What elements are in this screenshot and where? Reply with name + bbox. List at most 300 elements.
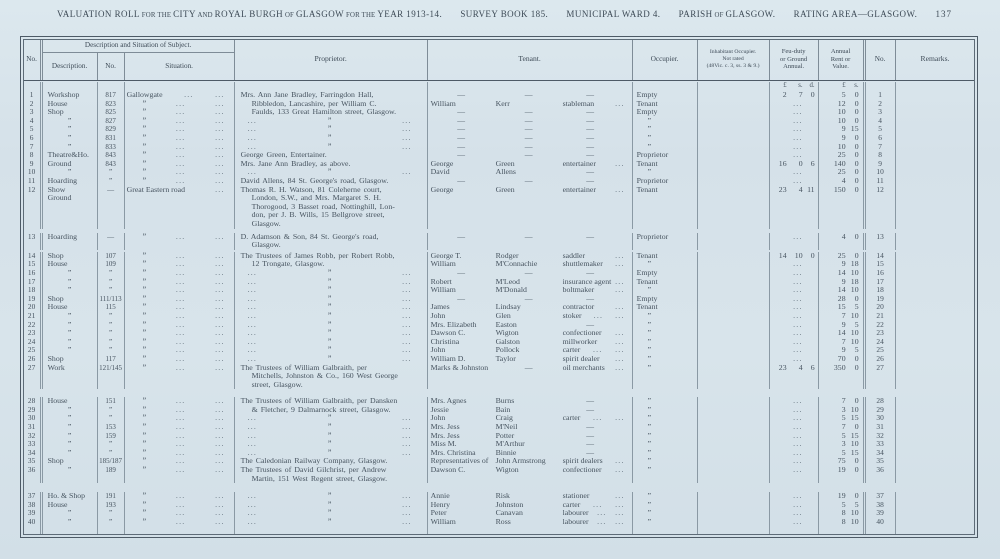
cell-remarks: [896, 466, 975, 475]
table-row: [24, 117, 975, 126]
cell-entry-no: [24, 82, 43, 92]
cell-tenant: [428, 527, 633, 535]
tenant-forename: John: [430, 413, 446, 423]
cell-description: Ground: [43, 160, 98, 169]
cell-remarks: [896, 252, 975, 261]
cell-proprietor: Mrs. Jane Ann Bradley, as above.: [235, 160, 428, 169]
cell-situation: ” ... ...: [125, 457, 235, 466]
cell-feu-duty: ...: [770, 509, 819, 518]
cell-proprietor: ... ” ...: [235, 355, 428, 364]
col-entry-no-right: No.: [866, 40, 896, 80]
cell-tenant: [428, 220, 633, 229]
cell-description: [43, 220, 98, 229]
tenant-surname: Allens: [495, 167, 516, 177]
tenant-forename: William: [430, 259, 456, 269]
cell-remarks: [896, 151, 975, 160]
cell-description: ”: [43, 286, 98, 295]
tenant-surname: M'Neil: [495, 422, 518, 432]
cell-remarks: [896, 501, 975, 510]
tenant-occupation: confectioner ...: [562, 465, 625, 475]
cell-entry-no-right: 20: [866, 303, 896, 312]
cell-entry-no-right: 22: [866, 321, 896, 330]
cell-inhabitant-occupier: [698, 278, 770, 287]
tenant-surname: Green: [495, 158, 515, 168]
cell-remarks: [896, 492, 975, 501]
table-row: [24, 466, 975, 475]
cell-description: Ground: [43, 194, 98, 203]
cell-street-no: ”: [98, 338, 125, 347]
cell-description: ”: [43, 423, 98, 432]
cell-street-no: 833: [98, 143, 125, 152]
cell-remarks: [896, 355, 975, 364]
cell-remarks: [896, 440, 975, 449]
cell-proprietor: [235, 527, 428, 535]
cell-entry-no: 25: [24, 346, 43, 355]
cell-entry-no: [24, 194, 43, 203]
cell-feu-duty: ...: [770, 466, 819, 475]
table-row: [24, 355, 975, 364]
tenant-occupation: labourer ... ...: [562, 517, 625, 526]
cell-entry-no-right: 11: [866, 177, 896, 186]
tenant-occupation: —: [586, 133, 594, 143]
cell-occupier: Proprietor: [633, 233, 698, 242]
cell-entry-no: 4: [24, 117, 43, 126]
tenant-occupation: [563, 211, 632, 220]
cell-proprietor: ... ” ...: [235, 295, 428, 304]
cell-entry-no: 30: [24, 414, 43, 423]
cell-annual-rent: 19 0: [819, 466, 866, 475]
tenant-occupation: —: [586, 267, 594, 277]
col-proprietor: Proprietor.: [235, 40, 428, 80]
cell-occupier: ”: [633, 449, 698, 458]
cell-inhabitant-occupier: [698, 466, 770, 475]
tenant-forename: Henry: [430, 499, 451, 509]
cell-inhabitant-occupier: [698, 364, 770, 373]
cell-occupier: ”: [633, 492, 698, 501]
cell-feu-duty: ...: [770, 303, 819, 312]
cell-inhabitant-occupier: [698, 134, 770, 143]
cell-annual-rent: 5 15: [819, 449, 866, 458]
cell-entry-no-right: [866, 372, 896, 381]
cell-feu-duty: ...: [770, 321, 819, 330]
tenant-surname: —: [524, 133, 533, 143]
cell-remarks: [896, 220, 975, 229]
cell-annual-rent: 7 0: [819, 423, 866, 432]
cell-street-no: [98, 241, 125, 250]
cell-feu-duty: [770, 527, 819, 535]
tenant-surname: M'Connachie: [495, 259, 538, 269]
cell-remarks: [896, 312, 975, 321]
tenant-occupation: [563, 194, 632, 203]
table-row: [24, 100, 975, 109]
tenant-surname: —: [524, 150, 533, 160]
cell-entry-no: 22: [24, 321, 43, 330]
cell-situation: ” ... ...: [125, 252, 235, 261]
cell-tenant: [428, 233, 633, 242]
cell-tenant: [428, 397, 633, 406]
cell-entry-no: [24, 203, 43, 212]
tenant-surname: [495, 372, 563, 381]
cell-inhabitant-occupier: [698, 303, 770, 312]
cell-annual-rent: 15 5: [819, 303, 866, 312]
cell-street-no: 153: [98, 423, 125, 432]
cell-annual-rent: 75 0: [819, 457, 866, 466]
cell-description: ”: [43, 312, 98, 321]
cell-entry-no-right: 1: [866, 91, 896, 100]
cell-entry-no: 20: [24, 303, 43, 312]
cell-description: Shop: [43, 252, 98, 261]
cell-remarks: [896, 211, 975, 220]
cell-description: [43, 372, 98, 381]
cell-feu-duty: ...: [770, 286, 819, 295]
tenant-forename: George: [430, 158, 454, 168]
cell-tenant: [428, 295, 633, 304]
municipal-ward-label: MUNICIPAL WARD 4.: [566, 9, 661, 19]
cell-occupier: ”: [633, 286, 698, 295]
cell-entry-no: 1: [24, 91, 43, 100]
cell-situation: [125, 203, 235, 212]
cell-street-no: 189: [98, 466, 125, 475]
cell-feu-duty: [770, 211, 819, 220]
cell-description: [43, 381, 98, 390]
tenant-forename: Christina: [430, 336, 460, 346]
cell-street-no: ”: [98, 518, 125, 527]
cell-entry-no-right: 28: [866, 397, 896, 406]
cell-annual-rent: [819, 475, 866, 484]
cell-situation: ” ... ...: [125, 260, 235, 269]
tenant-occupation: —: [586, 107, 594, 117]
cell-situation: [125, 211, 235, 220]
cell-entry-no-right: [866, 381, 896, 390]
cell-occupier: [633, 527, 698, 535]
cell-entry-no-right: 29: [866, 406, 896, 415]
tenant-occupation: [563, 372, 632, 381]
cell-street-no: ”: [98, 440, 125, 449]
cell-remarks: [896, 278, 975, 287]
tenant-occupation: carter ... ...: [562, 413, 625, 423]
tenant-surname: —: [524, 293, 533, 303]
cell-situation: [125, 475, 235, 484]
cell-proprietor: Glasgow.: [235, 241, 428, 250]
tenant-occupation: —: [586, 150, 594, 160]
tenant-forename: Dawson C.: [430, 328, 466, 338]
cell-proprietor: ... ” ...: [235, 269, 428, 278]
cell-inhabitant-occupier: [698, 509, 770, 518]
cell-annual-rent: 5 0: [819, 91, 866, 100]
tenant-surname: —: [524, 362, 533, 372]
cell-occupier: Empty: [633, 269, 698, 278]
cell-feu-duty: [770, 220, 819, 229]
tenant-occupation: —: [586, 90, 594, 100]
cell-street-no: ”: [98, 269, 125, 278]
tenant-forename: George: [430, 184, 454, 194]
cell-proprietor: ... ” ...: [235, 518, 428, 527]
table-row: [24, 108, 975, 117]
cell-street-no: ”: [98, 509, 125, 518]
cell-entry-no-right: 23: [866, 329, 896, 338]
cell-annual-rent: [819, 527, 866, 535]
cell-inhabitant-occupier: [698, 186, 770, 195]
cell-annual-rent: 3 10: [819, 406, 866, 415]
col-tenant: Tenant.: [428, 40, 633, 80]
tenant-occupation: millworker ...: [562, 336, 625, 346]
cell-inhabitant-occupier: [698, 108, 770, 117]
cell-entry-no-right: 15: [866, 260, 896, 269]
cell-situation: [125, 241, 235, 250]
cell-description: [43, 241, 98, 250]
tenant-forename: [428, 220, 495, 229]
cell-feu-duty: ...: [770, 406, 819, 415]
table-header: [24, 40, 975, 81]
cell-description: ”: [43, 432, 98, 441]
cell-annual-rent: 140 0: [819, 160, 866, 169]
cell-proprietor: Thomas R. H. Watson, 81 Coleherne court,: [235, 186, 428, 195]
cell-feu-duty: ...: [770, 423, 819, 432]
col-group-description-situation: [43, 40, 235, 80]
cell-feu-duty: [770, 194, 819, 203]
tenant-forename: Mrs. Elizabeth: [430, 319, 477, 329]
cell-entry-no: 31: [24, 423, 43, 432]
tenant-occupation: confectioner ...: [562, 328, 625, 338]
cell-situation: ” ... ...: [125, 509, 235, 518]
cell-occupier: Empty: [633, 108, 698, 117]
table-frame: [20, 36, 978, 538]
cell-situation: ” ... ...: [125, 117, 235, 126]
cell-annual-rent: 8 10: [819, 518, 866, 527]
cell-entry-no-right: 4: [866, 117, 896, 126]
cell-entry-no: 19: [24, 295, 43, 304]
cell-remarks: [896, 134, 975, 143]
tenant-forename: Representatives of: [430, 456, 489, 466]
cell-entry-no: 24: [24, 338, 43, 347]
tenant-occupation: —: [586, 396, 594, 406]
cell-proprietor: Faulds, 133 Great Hamilton street, Glasgow.: [235, 108, 428, 117]
cell-street-no: —: [98, 233, 125, 242]
cell-description: ”: [43, 329, 98, 338]
cell-entry-no-right: [866, 475, 896, 484]
cell-street-no: 843: [98, 151, 125, 160]
cell-tenant: [428, 381, 633, 390]
col-annual-rent: Annual Rent or Value.: [819, 40, 866, 80]
cell-remarks: [896, 518, 975, 527]
cell-remarks: [896, 338, 975, 347]
cell-annual-rent: 14 10: [819, 286, 866, 295]
tenant-occupation: —: [586, 430, 594, 440]
cell-entry-no-right: 21: [866, 312, 896, 321]
cell-occupier: ”: [633, 260, 698, 269]
cell-inhabitant-occupier: [698, 151, 770, 160]
cell-inhabitant-occupier: [698, 269, 770, 278]
cell-situation: ” ... ...: [125, 440, 235, 449]
cell-feu-duty: ...: [770, 312, 819, 321]
cell-feu-duty: ...: [770, 501, 819, 510]
tenant-surname: —: [524, 107, 533, 117]
cell-entry-no: 11: [24, 177, 43, 186]
cell-remarks: [896, 125, 975, 134]
cell-entry-no: 23: [24, 329, 43, 338]
cell-proprietor: The Trustees of William Galbraith, per Dansken: [235, 397, 428, 406]
table-row: [24, 134, 975, 143]
cell-entry-no-right: 17: [866, 278, 896, 287]
cell-occupier: ”: [633, 501, 698, 510]
cell-street-no: [98, 82, 125, 92]
tenant-forename: John: [430, 310, 446, 320]
cell-occupier: Tenant: [633, 252, 698, 261]
cell-entry-no: 39: [24, 509, 43, 518]
cell-entry-no-right: 27: [866, 364, 896, 373]
cell-proprietor: ... ” ...: [235, 312, 428, 321]
cell-remarks: [896, 177, 975, 186]
cell-feu-duty: [770, 381, 819, 390]
cell-entry-no-right: 38: [866, 501, 896, 510]
cell-entry-no-right: 5: [866, 125, 896, 134]
cell-annual-rent: 150 0: [819, 186, 866, 195]
tenant-surname: Canavan: [495, 508, 523, 518]
tenant-occupation: oil merchants ...: [562, 362, 625, 372]
tenant-surname: Kerr: [495, 98, 510, 108]
cell-street-no: ”: [98, 321, 125, 330]
cell-proprietor: ... ” ...: [235, 346, 428, 355]
tenant-occupation: labourer ... ...: [562, 508, 625, 518]
cell-occupier: Tenant: [633, 186, 698, 195]
cell-proprietor: & Fletcher, 9 Dalmarnock street, Glasgow.: [235, 406, 428, 415]
cell-feu-duty: 14 10 0: [770, 252, 819, 261]
col-remarks: Remarks.: [920, 54, 950, 64]
tenant-surname: [495, 241, 563, 250]
cell-street-no: 831: [98, 134, 125, 143]
cell-proprietor: ... ” ...: [235, 501, 428, 510]
cell-description: ”: [43, 168, 98, 177]
cell-proprietor: 12 Trongate, Glasgow.: [235, 260, 428, 269]
table-row: [24, 168, 975, 177]
cell-feu-duty: ...: [770, 125, 819, 134]
cell-situation: ” ... ...: [125, 269, 235, 278]
tenant-forename: Robert: [430, 276, 452, 286]
cell-inhabitant-occupier: [698, 252, 770, 261]
cell-annual-rent: [819, 220, 866, 229]
cell-street-no: 151: [98, 397, 125, 406]
cell-entry-no: 12: [24, 186, 43, 195]
cell-entry-no-right: 26: [866, 355, 896, 364]
cell-entry-no: [24, 475, 43, 484]
cell-proprietor: ... ” ...: [235, 143, 428, 152]
tenant-surname: [495, 203, 563, 212]
parish-label: PARISH OF GLASGOW.: [678, 9, 776, 19]
cell-entry-no: 17: [24, 278, 43, 287]
cell-situation: ” ... ...: [125, 303, 235, 312]
cell-proprietor: Ribbledon, Lancashire, per William C.: [235, 100, 428, 109]
cell-tenant: [428, 91, 633, 100]
cell-street-no: ”: [98, 414, 125, 423]
cell-entry-no: 8: [24, 151, 43, 160]
cell-annual-rent: 28 0: [819, 295, 866, 304]
cell-entry-no-right: 25: [866, 346, 896, 355]
cell-remarks: [896, 160, 975, 169]
cell-street-no: ”: [98, 168, 125, 177]
table-row: [24, 527, 975, 535]
tenant-surname: [495, 527, 563, 535]
cell-occupier: [633, 475, 698, 484]
tenant-forename: William: [430, 98, 456, 108]
cell-annual-rent: 25 0: [819, 252, 866, 261]
cell-occupier: ”: [633, 346, 698, 355]
cell-occupier: ”: [633, 329, 698, 338]
cell-description: Hoarding: [43, 233, 98, 242]
cell-feu-duty: ...: [770, 355, 819, 364]
tenant-forename: David: [430, 167, 450, 177]
cell-annual-rent: 9 5: [819, 346, 866, 355]
cell-proprietor: The Caledonian Railway Company, Glasgow.: [235, 457, 428, 466]
tenant-surname: Johnston: [495, 499, 524, 509]
cell-description: House: [43, 397, 98, 406]
cell-proprietor: ... ” ...: [235, 509, 428, 518]
cell-feu-duty: ...: [770, 233, 819, 242]
tenant-forename: James: [430, 302, 450, 312]
tenant-surname: Lindsay: [495, 302, 521, 312]
cell-situation: ” ... ...: [125, 160, 235, 169]
cell-proprietor: London, S.W., and Mrs. Margaret S. H.: [235, 194, 428, 203]
table-row: [24, 220, 975, 229]
cell-entry-no-right: [866, 220, 896, 229]
cell-proprietor: ... ” ...: [235, 423, 428, 432]
table-row: [24, 143, 975, 152]
tenant-occupation: shuttlemaker ...: [562, 259, 625, 269]
cell-entry-no-right: 30: [866, 414, 896, 423]
cell-proprietor: ... ” ...: [235, 492, 428, 501]
cell-entry-no-right: [866, 241, 896, 250]
cell-tenant: [428, 194, 633, 203]
cell-inhabitant-occupier: [698, 160, 770, 169]
tenant-surname: Wigton: [495, 465, 519, 475]
cell-description: ”: [43, 134, 98, 143]
cell-situation: ” ... ...: [125, 338, 235, 347]
cell-street-no: [98, 203, 125, 212]
cell-situation: ” ... ...: [125, 312, 235, 321]
cell-description: ”: [43, 278, 98, 287]
cell-street-no: ”: [98, 449, 125, 458]
tenant-forename: —: [457, 124, 465, 134]
tenant-surname: —: [524, 141, 533, 151]
cell-situation: ” ... ...: [125, 233, 235, 242]
cell-street-no: [98, 381, 125, 390]
cell-inhabitant-occupier: [698, 117, 770, 126]
cell-entry-no-right: 37: [866, 492, 896, 501]
cell-entry-no: 13: [24, 233, 43, 242]
tenant-surname: Ross: [495, 517, 511, 526]
cell-occupier: ”: [633, 466, 698, 475]
cell-entry-no-right: 13: [866, 233, 896, 242]
table-row: [24, 381, 975, 390]
cell-description: Workshop: [43, 91, 98, 100]
cell-entry-no-right: 7: [866, 143, 896, 152]
cell-street-no: 107: [98, 252, 125, 261]
cell-street-no: —: [98, 186, 125, 195]
cell-situation: [125, 527, 235, 535]
cell-annual-rent: £ s.: [819, 82, 866, 92]
valuation-table: [23, 39, 976, 536]
cell-occupier: Tenant: [633, 100, 698, 109]
cell-inhabitant-occupier: [698, 346, 770, 355]
cell-entry-no: 38: [24, 501, 43, 510]
col-situation: Situation.: [165, 61, 193, 70]
cell-street-no: 843: [98, 160, 125, 169]
cell-description: House: [43, 100, 98, 109]
cell-feu-duty: ...: [770, 177, 819, 186]
tenant-forename: Mrs. Jess: [430, 430, 460, 440]
cell-feu-duty: ...: [770, 108, 819, 117]
cell-tenant: [428, 241, 633, 250]
tenant-forename: [428, 194, 495, 203]
